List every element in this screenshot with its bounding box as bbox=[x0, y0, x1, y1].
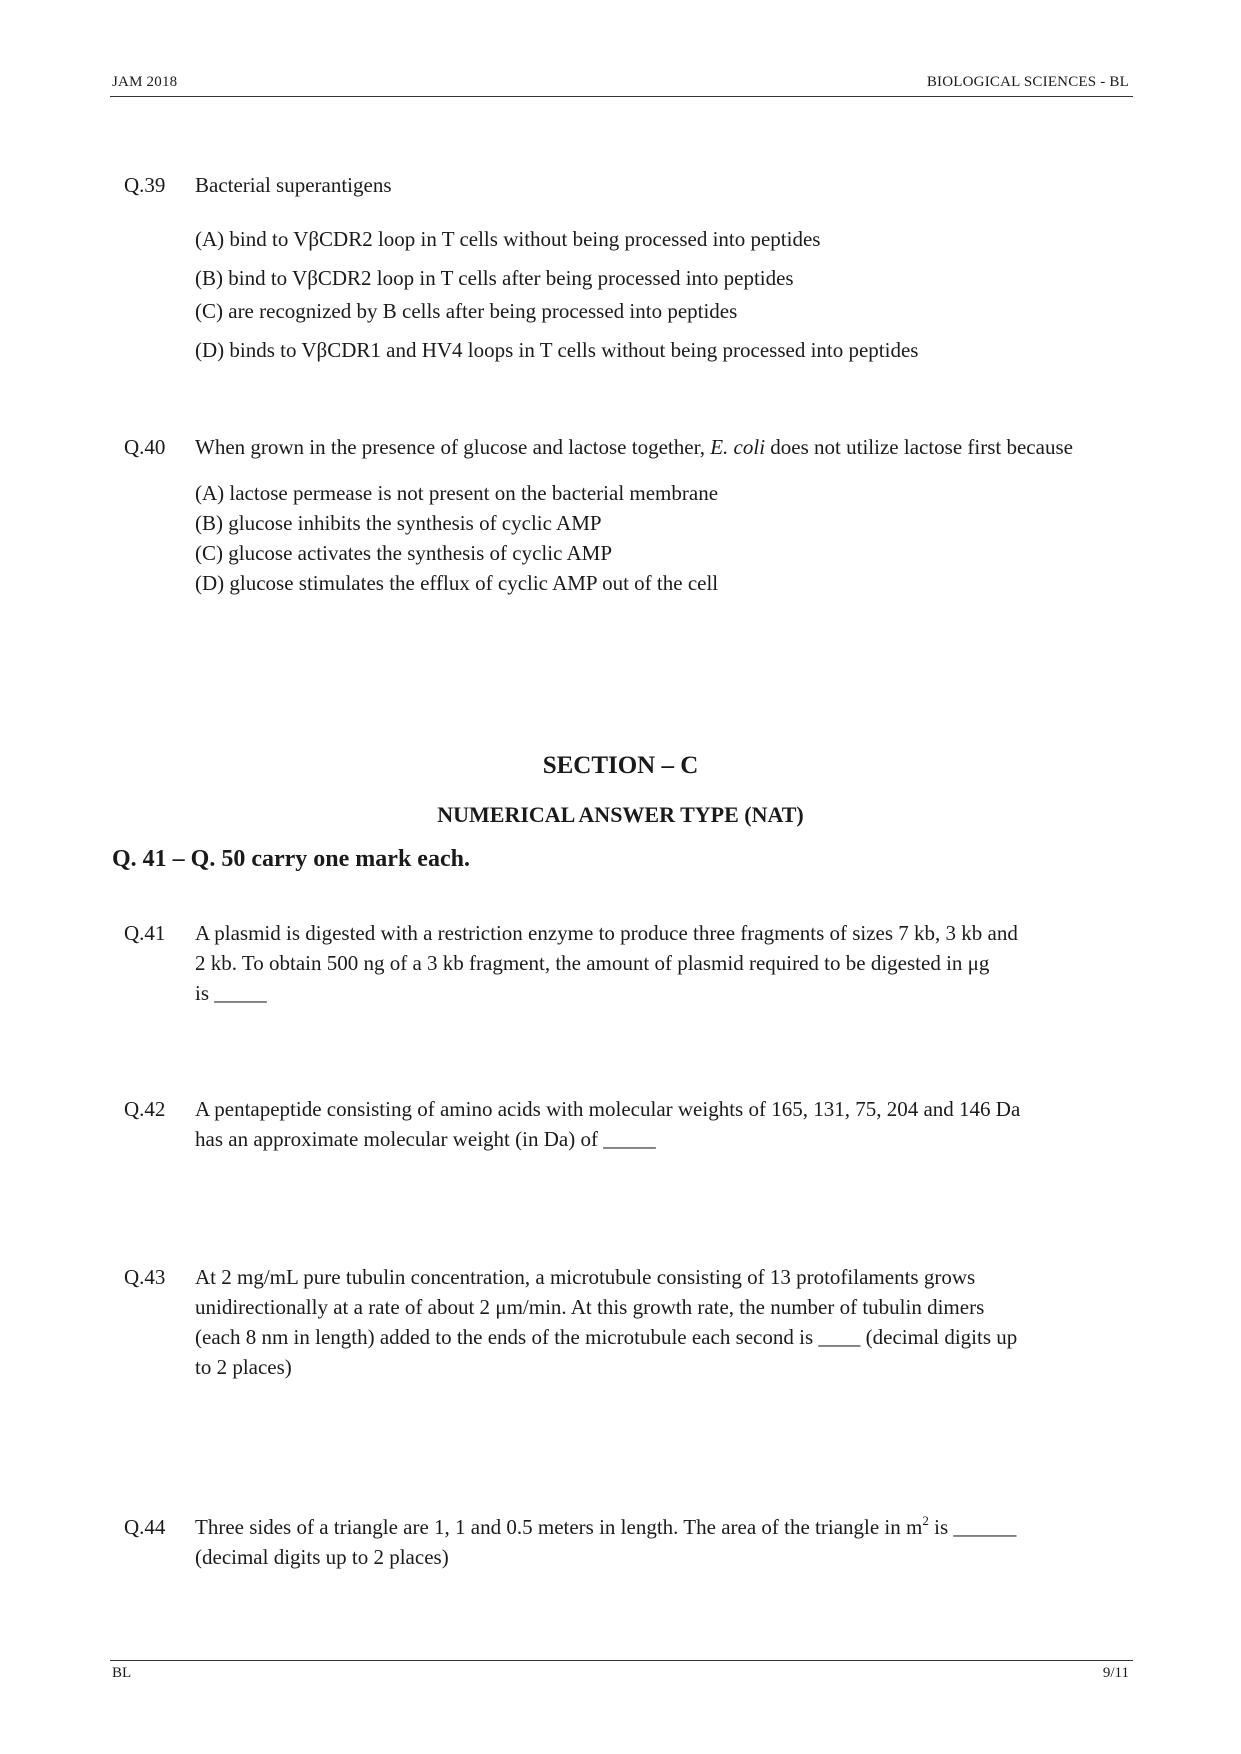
header-divider bbox=[110, 96, 1133, 97]
question-text bbox=[195, 1262, 1114, 1382]
question-44 bbox=[124, 1512, 1114, 1572]
header-subject: BIOLOGICAL SCIENCES - BL bbox=[926, 74, 1129, 90]
option-a: (A) bind to VβCDR2 loop in T cells without being processed into peptides bbox=[195, 227, 821, 251]
question-text-end: does not utilize lactose first because bbox=[765, 435, 1073, 459]
question-42 bbox=[124, 1094, 1114, 1154]
section-subtitle: NUMERICAL ANSWER TYPE (NAT) bbox=[437, 802, 804, 827]
question-text bbox=[195, 918, 1114, 1008]
header-exam-name: JAM 2018 bbox=[112, 74, 178, 90]
question-number: Q.39 bbox=[124, 173, 166, 197]
question-number: Q.41 bbox=[124, 921, 166, 945]
option-c: (C) are recognized by B cells after being processed into peptides bbox=[195, 299, 738, 323]
option-c: (C) glucose activates the synthesis of cyclic AMP bbox=[195, 541, 612, 565]
question-line-3: (each 8 nm in length) added to the ends of the microtubule each second is ____ (decimal digits up bbox=[195, 1325, 1018, 1349]
question-line-1-end: is ______ bbox=[928, 1515, 1017, 1539]
option-b: (B) glucose inhibits the synthesis of cyclic AMP bbox=[195, 511, 602, 535]
question-text bbox=[195, 432, 1115, 462]
question-number: Q.43 bbox=[124, 1265, 166, 1289]
option-a: (A) lactose permease is not present on the bacterial membrane bbox=[195, 481, 719, 505]
question-39 bbox=[124, 170, 1114, 365]
question-line-1: A pentapeptide consisting of amino acids with molecular weights of 165, 131, 75, 204 and 146 Da bbox=[195, 1097, 1021, 1121]
question-text bbox=[195, 1094, 1114, 1154]
marks-instruction: Q. 41 – Q. 50 carry one mark each. bbox=[112, 846, 470, 872]
superscript: 2 bbox=[922, 1513, 929, 1528]
option-d: (D) binds to VβCDR1 and HV4 loops in T cells without being processed into peptides bbox=[195, 338, 919, 362]
page-number: 9/11 bbox=[1102, 1665, 1129, 1681]
question-number: Q.40 bbox=[124, 435, 166, 459]
option-d: (D) glucose stimulates the efflux of cyclic AMP out of the cell bbox=[195, 571, 719, 595]
question-43 bbox=[124, 1262, 1114, 1382]
organism-name: E. coli bbox=[710, 435, 766, 459]
question-text bbox=[195, 1512, 1114, 1572]
question-number: Q.42 bbox=[124, 1097, 166, 1121]
footer-divider bbox=[110, 1660, 1133, 1661]
question-line-1-start: Three sides of a triangle are 1, 1 and 0.5 meters in length. The area of the triangle in m bbox=[195, 1515, 923, 1539]
question-40 bbox=[124, 432, 1114, 598]
section-title: SECTION – C bbox=[542, 752, 699, 779]
question-text-start: When grown in the presence of glucose and lactose together, bbox=[195, 435, 711, 459]
question-text: Bacterial superantigens bbox=[195, 173, 392, 197]
options-list bbox=[195, 478, 1114, 598]
question-line-4: to 2 places) bbox=[195, 1355, 292, 1379]
question-line-3: is _____ bbox=[195, 981, 267, 1005]
options-list bbox=[195, 224, 1114, 365]
question-line-1 bbox=[195, 1512, 1114, 1542]
question-line-1: At 2 mg/mL pure tubulin concentration, a microtubule consisting of 13 protofilaments grows bbox=[195, 1265, 976, 1289]
footer-paper-code: BL bbox=[112, 1665, 132, 1681]
question-line-1: A plasmid is digested with a restriction enzyme to produce three fragments of sizes 7 kb, 3 kb and bbox=[195, 921, 1018, 945]
question-line-2: unidirectionally at a rate of about 2 μm/min. At this growth rate, the number of tubulin dimers bbox=[195, 1295, 985, 1319]
question-number: Q.44 bbox=[124, 1515, 166, 1539]
question-line-2: 2 kb. To obtain 500 ng of a 3 kb fragment, the amount of plasmid required to be digested in μg bbox=[195, 951, 990, 975]
question-line-2: has an approximate molecular weight (in Da) of _____ bbox=[195, 1127, 656, 1151]
question-41 bbox=[124, 918, 1114, 1008]
option-b: (B) bind to VβCDR2 loop in T cells after being processed into peptides bbox=[195, 266, 794, 290]
question-line-2: (decimal digits up to 2 places) bbox=[195, 1545, 449, 1569]
